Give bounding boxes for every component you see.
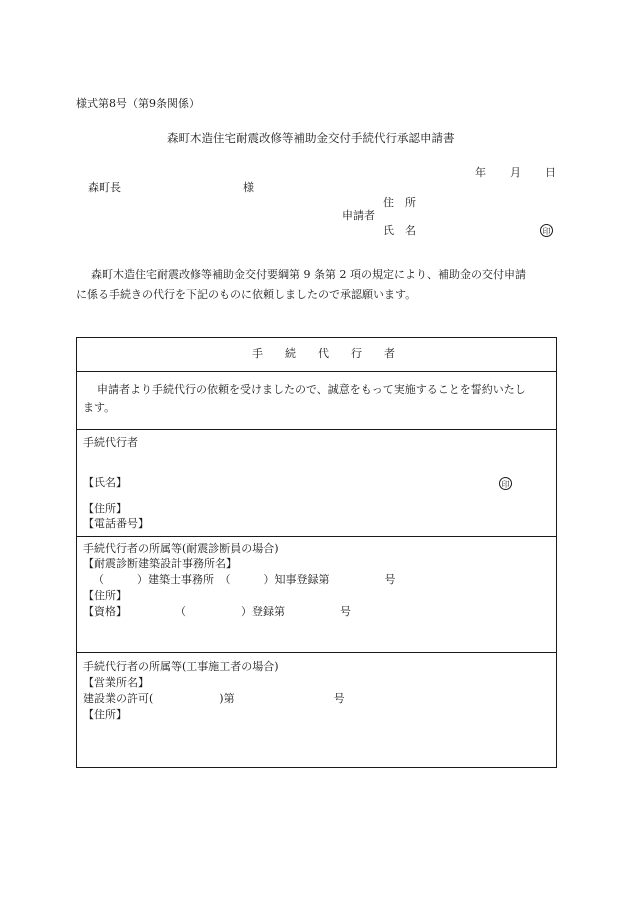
date-day-label: 日 <box>545 166 556 179</box>
diagnostician-office-label: 【耐震診断建築設計事務所名】 <box>83 557 237 570</box>
contractor-office-label: 【営業所名】 <box>83 676 149 689</box>
document-title: 森町木造住宅耐震改修等補助金交付手続代行承認申請書 <box>167 131 455 145</box>
date-year-label: 年 <box>475 166 486 179</box>
table-heading: 手 続 代 行 者 <box>252 347 395 360</box>
request-text-line1: 森町木造住宅耐震改修等補助金交付要綱第 9 条第 2 項の規定により、補助金の交付申請 <box>91 268 526 281</box>
diagnostician-qualification-line: （ ）登録第 号 <box>175 605 351 618</box>
diagnostician-registration-line: （ ）建築士事務所 （ ）知事登録第 号 <box>93 573 396 586</box>
agent-name-label: 【氏名】 <box>83 476 127 489</box>
pledge-text-line2: ます。 <box>83 401 116 414</box>
addressee: 森町長 <box>88 181 121 194</box>
divider <box>77 536 556 537</box>
diagnostician-qualification-label: 【資格】 <box>83 605 127 618</box>
divider <box>77 371 556 372</box>
agent-phone-label: 【電話番号】 <box>83 517 149 530</box>
divider <box>77 652 556 653</box>
request-text-line2: に係る手続きの代行を下記のものに依頼しましたので承認願います。 <box>76 288 417 301</box>
divider <box>77 429 556 430</box>
diagnostician-address-label: 【住所】 <box>83 589 127 602</box>
seal-icon: 印 <box>540 224 553 237</box>
seal-icon: 印 <box>499 477 512 490</box>
applicant-label: 申請者 <box>342 209 375 222</box>
agent-section-title: 手続代行者 <box>83 436 138 449</box>
agent-table <box>76 337 557 768</box>
contractor-license-line: 建設業の許可( )第 号 <box>83 692 345 705</box>
honorific: 様 <box>243 181 254 194</box>
pledge-text-line1: 申請者より手続代行の依頼を受けましたので、誠意をもって実施することを誓約いたし <box>97 383 526 396</box>
contractor-section-title: 手続代行者の所属等(工事施工者の場合) <box>83 660 279 673</box>
contractor-address-label: 【住所】 <box>83 708 127 721</box>
date-month-label: 月 <box>510 166 521 179</box>
applicant-name-label: 氏 名 <box>383 224 416 237</box>
diagnostician-section-title: 手続代行者の所属等(耐震診断員の場合) <box>83 542 279 555</box>
applicant-address-label: 住 所 <box>383 196 416 209</box>
form-number: 様式第8号（第9条関係） <box>76 97 200 110</box>
agent-address-label: 【住所】 <box>83 502 127 515</box>
